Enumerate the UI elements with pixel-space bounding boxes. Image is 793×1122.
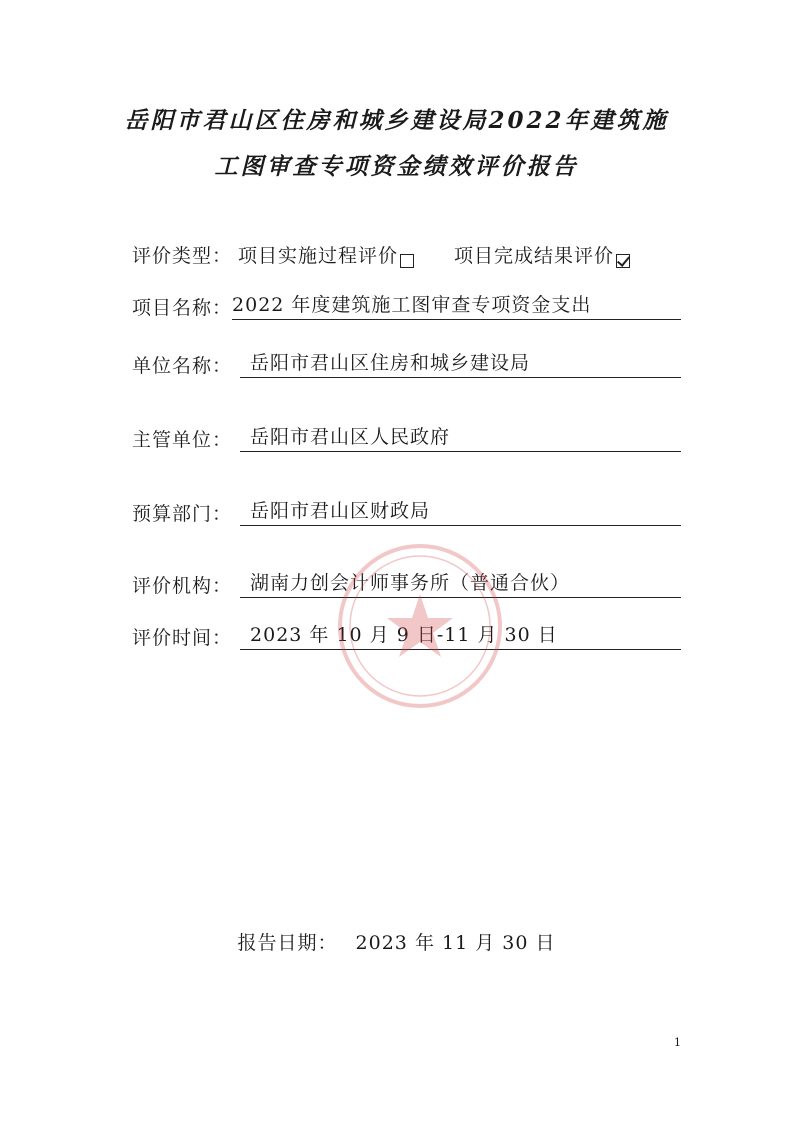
document-title [60,98,733,190]
field-budget-dept [132,494,681,526]
field-value: 岳阳市君山区财政局 [240,496,681,526]
option-result-label: 项目完成结果评价 [454,245,615,267]
title-line-1: 岳阳市君山区住房和城乡建设局2022年建筑施 [124,107,669,134]
field-label: 项目名称： [132,297,233,319]
field-value: 2023 年 10 月 9 日-11 月 30 日 [240,620,681,650]
option-process-label: 项目实施过程评价 [238,245,399,267]
result-checkbox[interactable] [616,254,630,268]
field-label: 主管单位： [132,429,233,451]
page-number: 1 [674,1036,681,1049]
field-value: 2022 年度建筑施工图审查专项资金支出 [232,290,681,320]
field-label: 评价时间： [132,627,233,649]
process-checkbox[interactable] [400,254,414,268]
field-label: 单位名称： [132,355,233,377]
field-value: 湖南力创会计师事务所（普通合伙） [240,568,681,598]
eval-type-label: 评价类型： [132,245,233,267]
eval-type-row [132,236,681,268]
field-unit-name [132,346,681,378]
field-value: 岳阳市君山区住房和城乡建设局 [240,348,681,378]
title-line-2: 工图审查专项资金绩效评价报告 [214,153,579,180]
field-supervisor [132,420,681,452]
official-seal-icon [336,542,504,710]
report-date-label: 报告日期： [237,932,338,954]
report-date [0,928,793,955]
field-label: 预算部门： [132,503,233,525]
field-label: 评价机构： [132,575,233,597]
field-value: 岳阳市君山区人民政府 [240,422,681,452]
field-project-name [132,288,681,320]
report-date-value: 2023 年 11 月 30 日 [355,932,556,954]
